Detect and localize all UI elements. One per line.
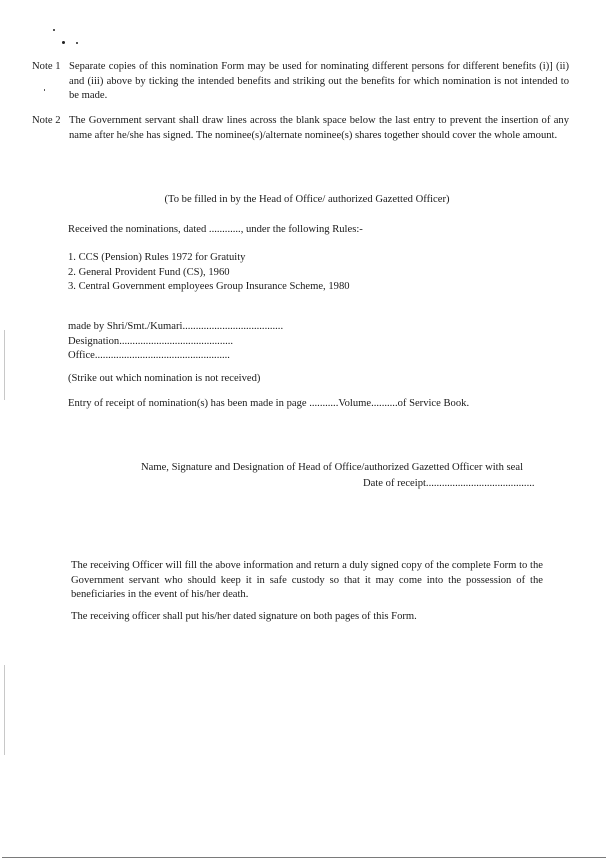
scan-speck (53, 29, 55, 31)
note-2-label: Note 2 (32, 115, 61, 126)
scan-speck (76, 42, 78, 44)
nominee-details (68, 320, 283, 364)
office-section-heading: (To be filled in by the Head of Office/ authorized Gazetted Officer) (164, 194, 450, 205)
designation-field: Designation........................................... (68, 335, 234, 347)
scan-margin-line (4, 330, 5, 400)
signature-designation-line: Name, Signature and Designation of Head of Office/authorized Gazetted Officer with seal (141, 462, 524, 473)
scan-speck (44, 89, 45, 91)
office-field: Office................................................... (68, 350, 230, 362)
scan-margin-line (4, 665, 5, 755)
rule-item: 1. CCS (Pension) Rules 1972 for Gratuity (68, 252, 246, 263)
made-by-field: made by Shri/Smt./Kumari...................................... (68, 321, 284, 332)
rule-item: 3. Central Government employees Group Insurance Scheme, 1980 (68, 281, 350, 293)
rule-item: 2. General Provident Fund (CS), 1960 (68, 266, 230, 278)
entry-receipt-line: Entry of receipt of nomination(s) has been made in page ...........Volume..........of Service Book. (68, 398, 470, 409)
received-nominations-line: Received the nominations, dated ............, under the following Rules:- (68, 224, 363, 235)
closing-paragraph: The receiving Officer will fill the above information and return a duly signed copy of the complete Form to the Government servant who should keep it in safe custody so that it may come into the possession of the beneficiaries in the event of his/her death. (71, 560, 543, 601)
scan-speck (62, 41, 65, 44)
note-1-text: Separate copies of this nomination Form may be used for nominating different persons for different benefits (i)] (ii) and (iii) above by ticking the intended benefits and striking out the benefits for which nomination is not intended to be made. (69, 61, 569, 102)
rules-list (68, 251, 350, 295)
page-bottom-rule (2, 857, 606, 858)
note-1-label: Note 1 (32, 61, 61, 72)
note-2-text: The Government servant shall draw lines across the blank space below the last entry to prevent the insertion of any name after he/she has signed. The nominee(s)/alternate nominee(s) shares together should cover the whole amount. (69, 115, 569, 141)
closing-signature-note: The receiving officer shall put his/her dated signature on both pages of this Form. (71, 611, 417, 622)
strike-out-note: (Strike out which nomination is not received) (68, 373, 261, 384)
date-of-receipt-field: Date of receipt......................................... (363, 478, 535, 489)
